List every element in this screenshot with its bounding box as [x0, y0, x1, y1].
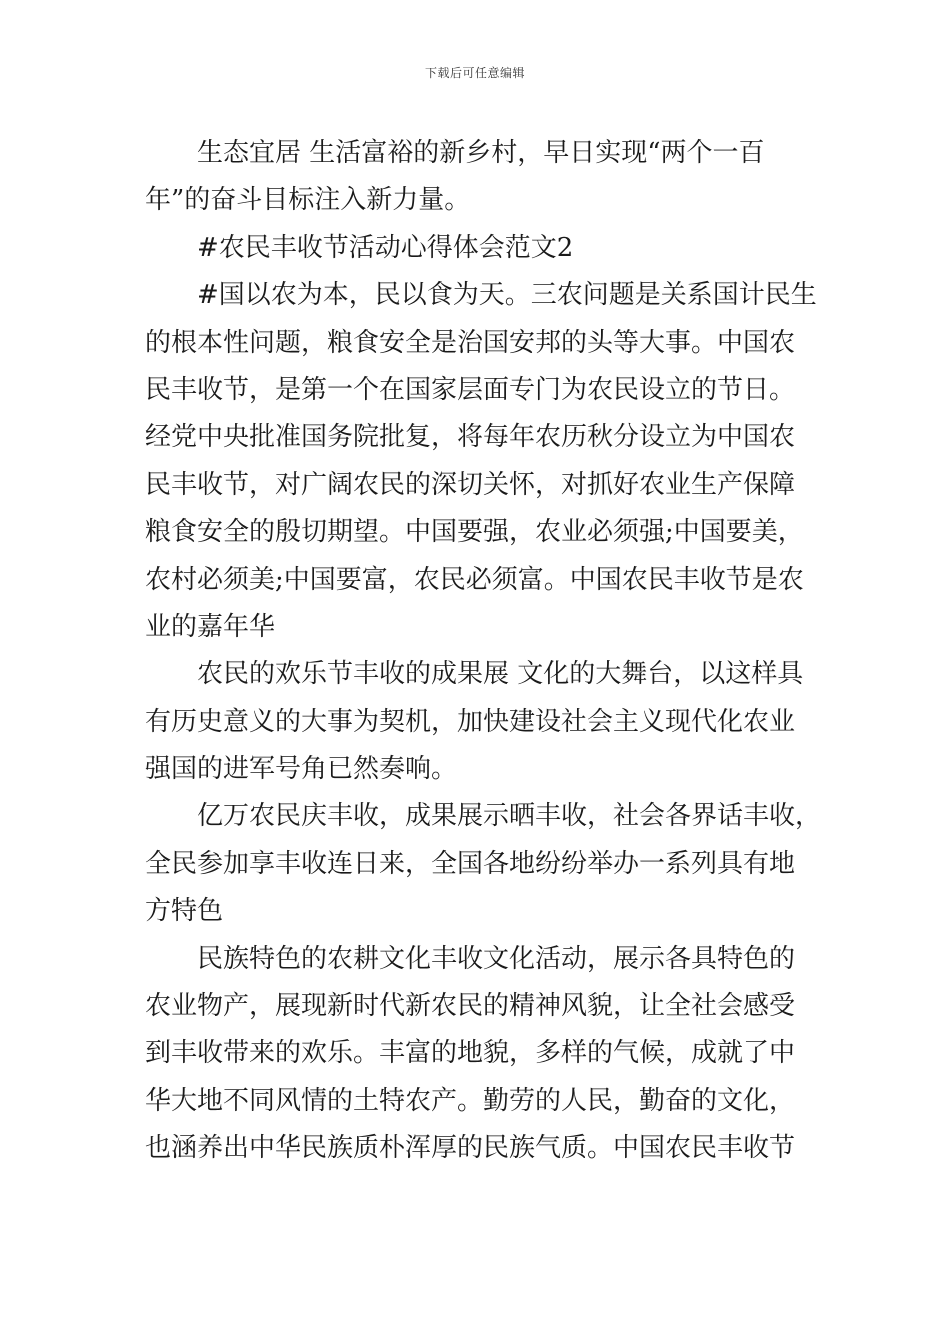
- text-line: 业的嘉年华: [145, 611, 276, 642]
- text-line: #国以农为本，民以食为天。三农问题是关系国计民生: [197, 280, 817, 311]
- text-line: 农业物产，展现新时代新农民的精神风貌，让全社会感受: [145, 991, 796, 1022]
- text-line: 民丰收节，对广阔农民的深切关怀，对抓好农业生产保障: [145, 469, 796, 500]
- document-body: [145, 130, 822, 1173]
- text-line: 经党中央批准国务院批复，将每年农历秋分设立为中国农: [145, 422, 796, 453]
- text-line: 华大地不同风情的土特农产。勤劳的人民，勤奋的文化，: [145, 1085, 796, 1116]
- page-header: 下载后可任意编辑: [424, 66, 525, 80]
- text-line: 农村必须美;中国要富，农民必须富。中国农民丰收节是农: [145, 564, 804, 595]
- text-line: 农民的欢乐节丰收的成果展 文化的大舞台，以这样具: [197, 659, 804, 690]
- text-line: 粮食安全的殷切期望。中国要强，农业必须强;中国要美，: [145, 517, 804, 548]
- text-line: 民族特色的农耕文化丰收文化活动，展示各具特色的: [197, 943, 796, 974]
- text-line: 全民参加享丰收连日来，全国各地纷纷举办一系列具有地: [145, 848, 796, 879]
- text-line: 民丰收节，是第一个在国家层面专门为农民设立的节日。: [145, 374, 796, 405]
- text-line: 强国的进军号角已然奏响。: [145, 754, 458, 785]
- text-line: 生态宜居 生活富裕的新乡村，早日实现“两个一百: [197, 138, 765, 168]
- text-line: 亿万农民庆丰收，成果展示晒丰收，社会各界话丰收，: [197, 801, 822, 832]
- text-line: 到丰收带来的欢乐。丰富的地貌，多样的气候，成就了中: [145, 1038, 796, 1069]
- text-line: #农民丰收节活动心得体会范文2: [197, 232, 574, 263]
- text-line: 方特色: [145, 896, 224, 927]
- text-line: 也涵养出中华民族质朴浑厚的民族气质。中国农民丰收节: [145, 1133, 796, 1164]
- text-line: 的根本性问题，粮食安全是治国安邦的头等大事。中国农: [145, 327, 796, 358]
- text-line: 有历史意义的大事为契机，加快建设社会主义现代化农业: [145, 706, 796, 737]
- text-line: 年”的奋斗目标注入新力量。: [145, 185, 471, 216]
